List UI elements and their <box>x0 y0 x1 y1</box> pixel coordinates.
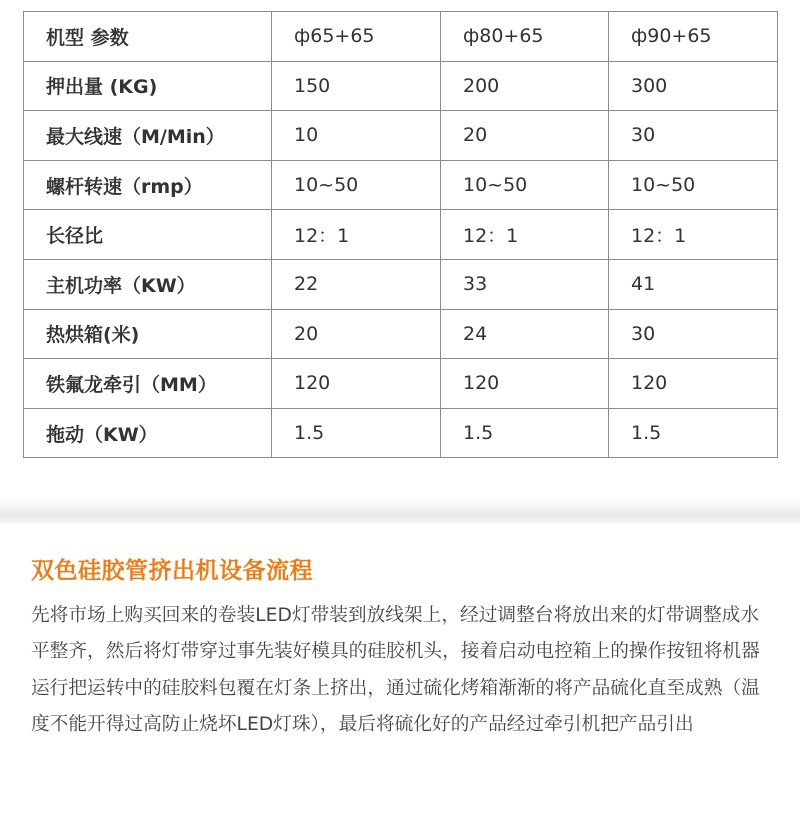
table-cell: 10~50 <box>272 160 441 210</box>
table-cell: 150 <box>272 61 441 111</box>
row-label: 押出量 (KG) <box>24 61 272 111</box>
row-label: 拖动（KW） <box>24 408 272 458</box>
table-cell: 120 <box>441 359 609 409</box>
table-cell: 20 <box>272 309 441 359</box>
row-label: 长径比 <box>24 210 272 260</box>
table-cell: 10~50 <box>441 160 609 210</box>
table-cell: 22 <box>272 259 441 309</box>
table-row-drive <box>24 408 778 458</box>
table-cell: 200 <box>441 61 609 111</box>
section-divider <box>0 497 800 523</box>
header-cell-model-1: ф65+65 <box>272 12 441 62</box>
table-cell: 12：1 <box>272 210 441 260</box>
row-label: 热烘箱(米) <box>24 309 272 359</box>
header-cell-model-3: ф90+65 <box>609 12 778 62</box>
table-cell: 120 <box>272 359 441 409</box>
table-cell: 1.5 <box>609 408 778 458</box>
row-label: 主机功率（KW） <box>24 259 272 309</box>
table-row-teflon-haul <box>24 359 778 409</box>
table-cell: 120 <box>609 359 778 409</box>
table-cell: 30 <box>609 309 778 359</box>
row-label: 铁氟龙牵引（MM） <box>24 359 272 409</box>
table-row-max-speed <box>24 111 778 161</box>
table-row-ld-ratio <box>24 210 778 260</box>
section-title: 双色硅胶管挤出机设备流程 <box>31 558 313 584</box>
header-cell-model-2: ф80+65 <box>441 12 609 62</box>
table-cell: 30 <box>609 111 778 161</box>
table-cell: 1.5 <box>272 408 441 458</box>
table-cell: 33 <box>441 259 609 309</box>
table-cell: 41 <box>609 259 778 309</box>
table-cell: 300 <box>609 61 778 111</box>
header-cell-param: 机型 参数 <box>24 12 272 62</box>
table-cell: 24 <box>441 309 609 359</box>
table-row-screw-speed <box>24 160 778 210</box>
spec-table <box>23 11 778 458</box>
table-cell: 12：1 <box>609 210 778 260</box>
row-label: 最大线速（M/Min） <box>24 111 272 161</box>
table-row-main-power <box>24 259 778 309</box>
table-header-row <box>24 12 778 62</box>
row-label: 螺杆转速（rmp） <box>24 160 272 210</box>
table-cell: 20 <box>441 111 609 161</box>
table-row-oven <box>24 309 778 359</box>
section-body: 先将市场上购买回来的卷装LED灯带装到放线架上，经过调整台将放出来的灯带调整成水平整齐，然后将灯带穿过事先装好模具的硅胶机头，接着启动电控箱上的操作按钮将机器运行把运转中的硅胶料包覆在灯条上挤出，通过硫化烤箱渐渐的将产品硫化直至成熟（温度不能开得过高防止烧坏LED灯珠），最后将硫化好的产品经过牵引机把产品引出 <box>31 605 760 736</box>
table-cell: 1.5 <box>441 408 609 458</box>
table-cell: 10 <box>272 111 441 161</box>
table-cell: 12：1 <box>441 210 609 260</box>
table-row-output <box>24 61 778 111</box>
table-cell: 10~50 <box>609 160 778 210</box>
